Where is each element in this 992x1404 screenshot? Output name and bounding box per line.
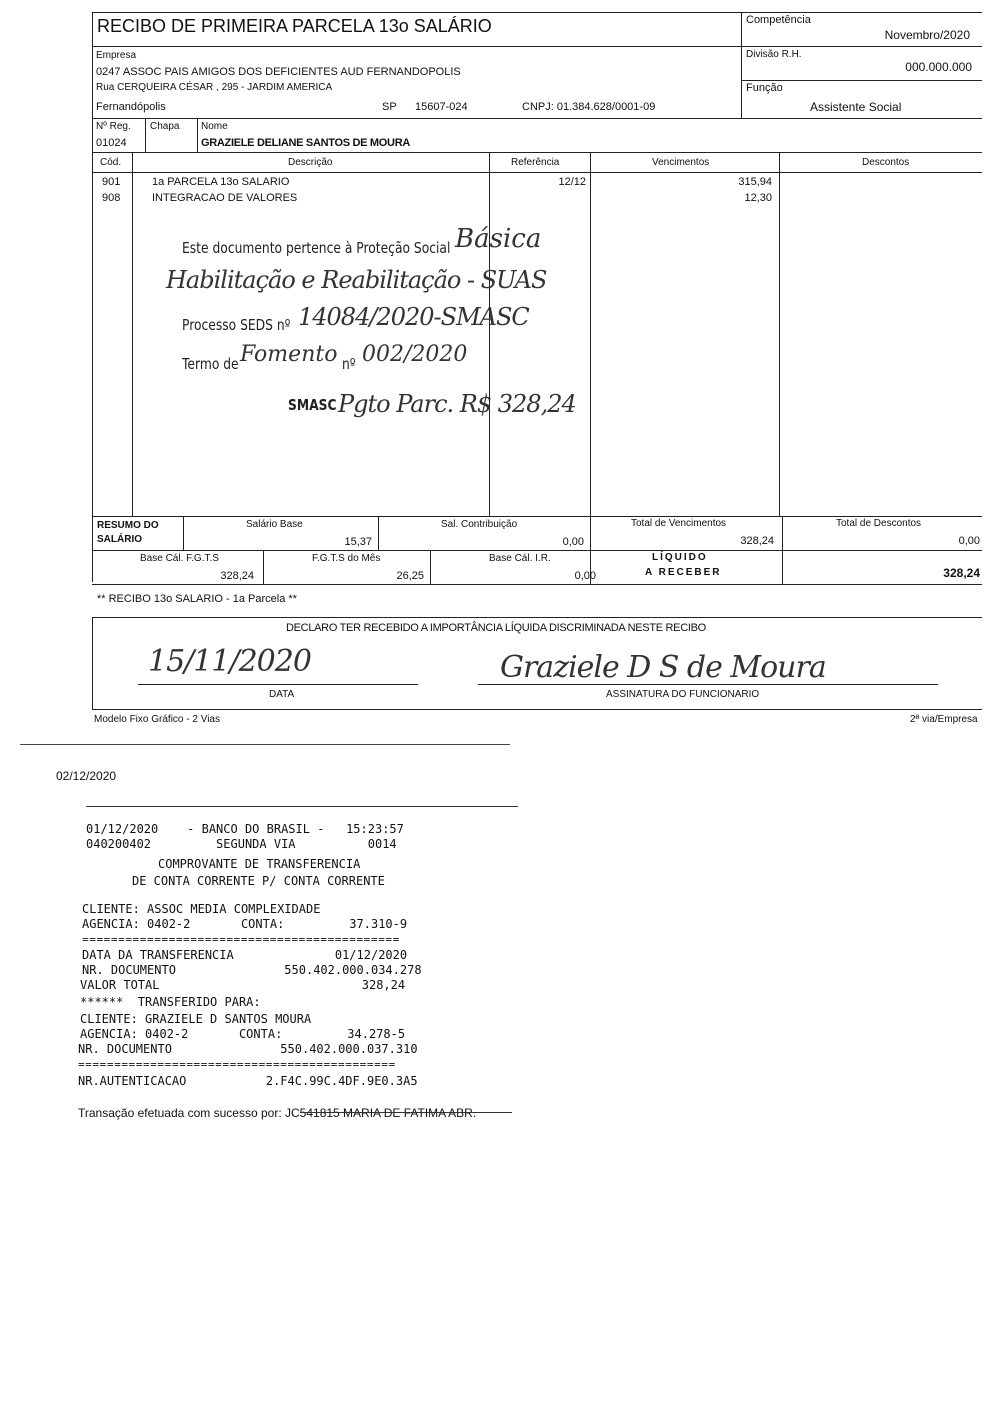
col-vencimentos: Vencimentos: [652, 157, 710, 168]
resumo-label: [97, 519, 177, 547]
signature-label: ASSINATURA DO FUNCIONARIO: [606, 689, 760, 700]
footer-left: Modelo Fixo Gráfico - 2 Vias: [94, 714, 220, 725]
bank-footer: Transação efetuada com sucesso por: JC541815 MARIA DE FATIMA ABR.: [78, 1106, 477, 1120]
base-fgts-label: Base Cál. F.G.T.S: [140, 553, 219, 564]
print-date: 02/12/2020: [56, 769, 117, 783]
data-label: DATA: [269, 689, 295, 700]
bank-header-2: 040200402 SEGUNDA VIA 0014: [86, 837, 397, 851]
nreg-label: Nº Reg.: [96, 121, 131, 132]
stamp-hand-1: Básica: [455, 224, 542, 254]
sal-contrib-value: 0,00: [562, 536, 584, 548]
stamp-hand-5: Pgto Parc. R$ 328,24: [338, 390, 576, 418]
empresa-name: 0247 ASSOC PAIS AMIGOS DOS DEFICIENTES AUD FERNANDOPOLIS: [96, 66, 461, 78]
receipt-note: ** RECIBO 13o SALARIO - 1a Parcela **: [97, 593, 297, 605]
employee-signature: Graziele D S de Moura: [500, 650, 826, 685]
bank-title-1: COMPROVANTE DE TRANSFERENCIA: [158, 857, 361, 871]
bank-header-1: 01/12/2020 - BANCO DO BRASIL - 15:23:57: [86, 822, 404, 836]
item-descricao: 1a PARCELA 13o SALARIO: [152, 176, 290, 188]
salario-base-label: Salário Base: [246, 519, 303, 530]
competencia-label: Competência: [746, 14, 811, 26]
data-transferencia: DATA DA TRANSFERENCIA 01/12/2020: [82, 948, 408, 962]
total-venc-value: 328,24: [740, 535, 774, 547]
cnpj: CNPJ: 01.384.628/0001-09: [522, 101, 656, 113]
divisao-label: Divisão R.H.: [746, 49, 802, 60]
item-vencimentos: 315,94: [738, 176, 772, 188]
item-cod: 908: [102, 192, 121, 204]
nr-autenticacao: NR.AUTENTICACAO 2.F4C.99C.4DF.9E0.3A5: [78, 1074, 418, 1088]
liquido-value: 328,24: [943, 566, 980, 580]
stamp-line4b: nº: [342, 355, 356, 373]
cep: 15607-024: [415, 101, 468, 113]
bank-title-2: DE CONTA CORRENTE P/ CONTA CORRENTE: [132, 874, 385, 888]
col-referencia: Referência: [511, 157, 560, 168]
nreg-value: 01024: [96, 137, 127, 149]
divisao-value: 000.000.000: [905, 60, 972, 74]
sal-contrib-label: Sal. Contribuição: [441, 519, 518, 530]
employee-name: GRAZIELE DELIANE SANTOS DE MOURA: [201, 137, 410, 149]
declaration: DECLARO TER RECEBIDO A IMPORTÂNCIA LÍQUIDA DISCRIMINADA NESTE RECIBO: [286, 622, 706, 634]
col-descontos: Descontos: [862, 157, 910, 168]
a-receber-label: A RECEBER: [645, 567, 722, 578]
footer-right: 2ª via/Empresa: [910, 714, 978, 725]
total-venc-label: Total de Vencimentos: [631, 518, 727, 529]
col-cod: Cód.: [100, 157, 122, 168]
item-vencimentos: 12,30: [744, 192, 772, 204]
agencia-origem: AGENCIA: 0402-2 CONTA: 37.310-9: [82, 917, 408, 931]
col-descricao: Descrição: [288, 157, 333, 168]
stamp-line3: Processo SEDS nº: [182, 316, 291, 334]
stamp-hand-4b: 002/2020: [362, 342, 468, 367]
agencia-destino: AGENCIA: 0402-2 CONTA: 34.278-5: [80, 1027, 406, 1041]
stamp-hand-3: 14084/2020-SMASC: [298, 303, 529, 331]
liquido-label: LÍQUIDO: [652, 552, 708, 563]
competencia-value: Novembro/2020: [884, 28, 970, 42]
transferido-para: ****** TRANSFERIDO PARA:: [80, 995, 261, 1009]
item-cod: 901: [102, 176, 121, 188]
salario-base-value: 15,37: [344, 536, 372, 548]
nr-documento-1: NR. DOCUMENTO 550.402.000.034.278: [82, 963, 422, 977]
date-handwritten: 15/11/2020: [148, 644, 311, 679]
cliente-destino: CLIENTE: GRAZIELE D SANTOS MOURA: [80, 1012, 312, 1026]
item-referencia: 12/12: [558, 176, 586, 188]
total-desc-label: Total de Descontos: [836, 518, 922, 529]
funcao-value: Assistente Social: [810, 100, 902, 114]
city: Fernandópolis: [96, 101, 166, 113]
address: Rua CERQUEIRA CÉSAR , 295 - JARDIM AMERICA: [96, 82, 333, 93]
fgts-mes-value: 26,25: [396, 570, 424, 582]
fgts-mes-label: F.G.T.S do Mês: [312, 553, 381, 564]
resumo-text: RESUMO DO SALÁRIO: [97, 520, 159, 545]
cliente-origem: CLIENTE: ASSOC MEDIA COMPLEXIDADE: [82, 902, 321, 916]
base-ir-value: 0,00: [574, 570, 596, 582]
stamp-hand-4a: Fomento: [240, 342, 338, 367]
state: SP: [382, 101, 397, 113]
stamp-line4a: Termo de: [182, 355, 239, 373]
total-desc-value: 0,00: [958, 535, 980, 547]
nome-label: Nome: [201, 121, 228, 132]
empresa-label: Empresa: [96, 50, 137, 61]
stamp-line5: SMASC: [288, 396, 337, 414]
base-ir-label: Base Cál. I.R.: [489, 553, 551, 564]
funcao-label: Função: [746, 82, 783, 94]
separator-1: ============================================: [82, 933, 400, 946]
chapa-label: Chapa: [150, 121, 180, 132]
stamp-line1: Este documento pertence à Proteção Social: [182, 239, 451, 257]
separator-2: ============================================: [78, 1058, 396, 1071]
receipt-title: RECIBO DE PRIMEIRA PARCELA 13o SALÁRIO: [97, 16, 492, 36]
valor-total: VALOR TOTAL 328,24: [80, 978, 406, 992]
item-descricao: INTEGRACAO DE VALORES: [152, 192, 298, 204]
stamp-hand-2: Habilitação e Reabilitação - SUAS: [166, 266, 547, 294]
base-fgts-value: 328,24: [220, 570, 254, 582]
nr-documento-2: NR. DOCUMENTO 550.402.000.037.310: [78, 1042, 418, 1056]
